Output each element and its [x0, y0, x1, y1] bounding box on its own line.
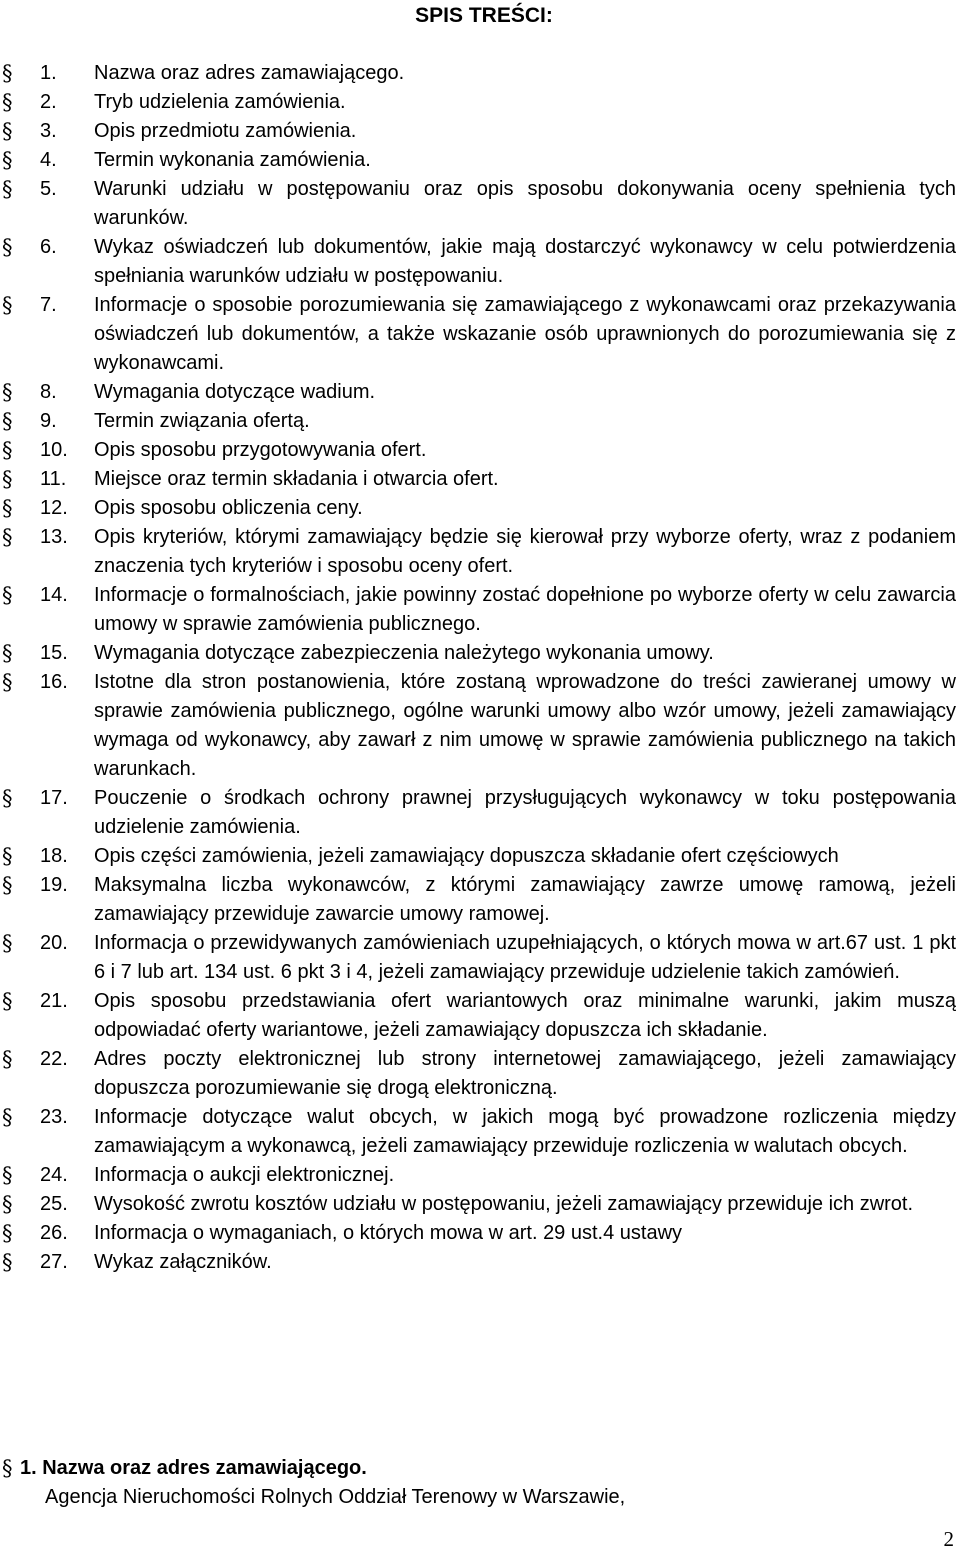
toc-item-number: 18. — [40, 845, 68, 867]
section-body-text: Agencja Nieruchomości Rolnych Oddział Terenowy w Warszawie, — [45, 1486, 626, 1508]
toc-item — [0, 1190, 960, 1219]
toc-item-text: Informacje o formalnościach, jakie powinny zostać dopełnione po wyborze oferty w celu zawarcia umowy w sprawie zamówienia publicznego. — [94, 584, 956, 635]
toc-item-number: 20. — [40, 932, 68, 954]
section-symbol: § — [2, 1456, 13, 1480]
section-symbol: § — [2, 583, 13, 607]
toc-item-text: Wykaz oświadczeń lub dokumentów, jakie mają dostarczyć wykonawcy w celu potwierdzenia spełniania warunków udziału w postępowaniu. — [94, 236, 956, 287]
section-symbol: § — [2, 380, 13, 404]
toc-item — [0, 146, 960, 175]
toc-item-text: Informacje o sposobie porozumiewania się zamawiającego z wykonawcami oraz przekazywania oświadczeń lub dokumentów, a także wskazanie osób uprawnionych do porozumiewania się z wykonawcami. — [94, 294, 956, 374]
toc-item-text: Wymagania dotyczące zabezpieczenia należytego wykonania umowy. — [94, 642, 714, 664]
section-symbol: § — [2, 931, 13, 955]
section-symbol: § — [2, 293, 13, 317]
toc-item — [0, 88, 960, 117]
toc-item-text: Termin związania ofertą. — [94, 410, 310, 432]
toc-item — [0, 175, 960, 233]
toc-item-number: 25. — [40, 1193, 68, 1215]
toc-item — [0, 465, 960, 494]
section-symbol: § — [2, 844, 13, 868]
toc-item-text: Maksymalna liczba wykonawców, z którymi zamawiający zawrze umowę ramową, jeżeli zamawiający przewiduje zawarcie umowy ramowej. — [94, 874, 956, 925]
section-symbol: § — [2, 873, 13, 897]
toc-item-text: Opis części zamówienia, jeżeli zamawiający dopuszcza składanie ofert częściowych — [94, 845, 839, 867]
toc-item-text: Informacje dotyczące walut obcych, w jakich mogą być prowadzone rozliczenia między zamawiającym a wykonawcą, jeżeli zamawiający przewiduje rozliczenia w walutach obcych. — [94, 1106, 956, 1157]
section-symbol: § — [2, 177, 13, 201]
toc-item — [0, 842, 960, 871]
section-symbol: § — [2, 119, 13, 143]
toc-item-text: Warunki udziału w postępowaniu oraz opis sposobu dokonywania oceny spełnienia tych warunków. — [94, 178, 956, 229]
toc-item — [0, 784, 960, 842]
section-symbol: § — [2, 496, 13, 520]
toc-item-number: 26. — [40, 1222, 68, 1244]
toc-item — [0, 929, 960, 987]
toc-item-number: 16. — [40, 671, 68, 693]
toc-item-text: Wysokość zwrotu kosztów udziału w postępowaniu, jeżeli zamawiający przewiduje ich zwrot. — [94, 1193, 914, 1215]
toc-item — [0, 494, 960, 523]
section-symbol: § — [2, 1163, 13, 1187]
toc-item-number: 10. — [40, 439, 68, 461]
toc-item-text: Informacja o aukcji elektronicznej. — [94, 1164, 395, 1186]
table-of-contents — [0, 59, 960, 1277]
toc-item-number: 1. — [40, 62, 57, 84]
toc-item-number: 4. — [40, 149, 57, 171]
toc-item-text: Opis sposobu przedstawiania ofert wariantowych oraz minimalne warunki, jakim muszą odpowiadać oferty wariantowe, jeżeli zamawiający dopuszcza ich składanie. — [94, 990, 956, 1041]
page-title: SPIS TREŚCI: — [415, 4, 553, 27]
section-symbol: § — [2, 235, 13, 259]
section-symbol: § — [2, 1250, 13, 1274]
toc-item — [0, 436, 960, 465]
toc-item-number: 8. — [40, 381, 57, 403]
toc-item-number: 13. — [40, 526, 68, 548]
toc-item-number: 6. — [40, 236, 57, 258]
toc-item-text: Nazwa oraz adres zamawiającego. — [94, 62, 405, 84]
section-symbol: § — [2, 409, 13, 433]
toc-item-text: Tryb udzielenia zamówienia. — [94, 91, 346, 113]
section-symbol: § — [2, 61, 13, 85]
toc-item-text: Opis sposobu obliczenia ceny. — [94, 497, 363, 519]
toc-item-number: 24. — [40, 1164, 68, 1186]
toc-item — [0, 378, 960, 407]
section-symbol: § — [2, 525, 13, 549]
toc-item-number: 11. — [40, 468, 67, 490]
toc-item — [0, 59, 960, 88]
toc-item-text: Wymagania dotyczące wadium. — [94, 381, 376, 403]
toc-item — [0, 523, 960, 581]
toc-item-number: 7. — [40, 294, 57, 316]
section-symbol: § — [2, 786, 13, 810]
toc-item-text: Opis kryteriów, którymi zamawiający będzie się kierował przy wyborze oferty, wraz z podaniem znaczenia tych kryteriów i sposobu oceny ofert. — [94, 526, 956, 577]
toc-item — [0, 291, 960, 378]
toc-item — [0, 668, 960, 784]
toc-item-text: Wykaz załączników. — [94, 1251, 272, 1273]
toc-item-number: 3. — [40, 120, 57, 142]
toc-item-number: 15. — [40, 642, 68, 664]
toc-item-number: 14. — [40, 584, 68, 606]
section-symbol: § — [2, 989, 13, 1013]
toc-item — [0, 581, 960, 639]
section-symbol: § — [2, 1221, 13, 1245]
toc-item-number: 19. — [40, 874, 68, 896]
toc-item-number: 22. — [40, 1048, 68, 1070]
toc-item-text: Pouczenie o środkach ochrony prawnej przysługujących wykonawcy w toku postępowania udzielenie zamówienia. — [94, 787, 956, 838]
toc-item — [0, 1161, 960, 1190]
toc-item-text: Opis sposobu przygotowywania ofert. — [94, 439, 427, 461]
toc-item-number: 12. — [40, 497, 68, 519]
section-heading-text: 1. Nazwa oraz adres zamawiającego. — [20, 1457, 367, 1479]
section-symbol: § — [2, 148, 13, 172]
section-symbol: § — [2, 438, 13, 462]
toc-item-text: Termin wykonania zamówienia. — [94, 149, 371, 171]
toc-item-text: Informacja o przewidywanych zamówieniach uzupełniających, o których mowa w art.67 ust. 1 pkt 6 i 7 lub art. 134 ust. 6 pkt 3 i 4, jeżeli zamawiający przewiduje udzielenie takich zamówień. — [94, 932, 956, 983]
toc-item-text: Istotne dla stron postanowienia, które zostaną wprowadzone do treści zawieranej umowy w sprawie zamówienia publicznego, ogólne warunki umowy albo wzór umowy, jeżeli zamawiający wymaga od wykonawcy, aby zawarł z nim umowę w sprawie zamówienia publicznego na takich warunkach. — [94, 671, 956, 780]
toc-item — [0, 987, 960, 1045]
toc-item — [0, 233, 960, 291]
section-symbol: § — [2, 1105, 13, 1129]
section-symbol: § — [2, 641, 13, 665]
toc-item-number: 27. — [40, 1251, 68, 1273]
toc-item-number: 5. — [40, 178, 57, 200]
toc-item-number: 2. — [40, 91, 57, 113]
toc-item — [0, 1248, 960, 1277]
section-symbol: § — [2, 1047, 13, 1071]
toc-item — [0, 407, 960, 436]
toc-item — [0, 639, 960, 668]
page-number: 2 — [943, 1527, 954, 1551]
toc-item-number: 17. — [40, 787, 68, 809]
toc-item — [0, 1219, 960, 1248]
section-symbol: § — [2, 670, 13, 694]
toc-item-number: 9. — [40, 410, 57, 432]
toc-item-number: 21. — [40, 990, 68, 1012]
toc-item-text: Opis przedmiotu zamówienia. — [94, 120, 357, 142]
toc-item-number: 23. — [40, 1106, 68, 1128]
section-symbol: § — [2, 467, 13, 491]
toc-item — [0, 1045, 960, 1103]
toc-item-text: Adres poczty elektronicznej lub strony internetowej zamawiającego, jeżeli zamawiający dopuszcza porozumiewanie się drogą elektroniczną. — [94, 1048, 956, 1099]
toc-item — [0, 1103, 960, 1161]
toc-item — [0, 117, 960, 146]
toc-item — [0, 871, 960, 929]
section-symbol: § — [2, 1192, 13, 1216]
toc-item-text: Miejsce oraz termin składania i otwarcia ofert. — [94, 468, 499, 490]
section-symbol: § — [2, 90, 13, 114]
toc-item-text: Informacja o wymaganiach, o których mowa w art. 29 ust.4 ustawy — [94, 1222, 683, 1244]
